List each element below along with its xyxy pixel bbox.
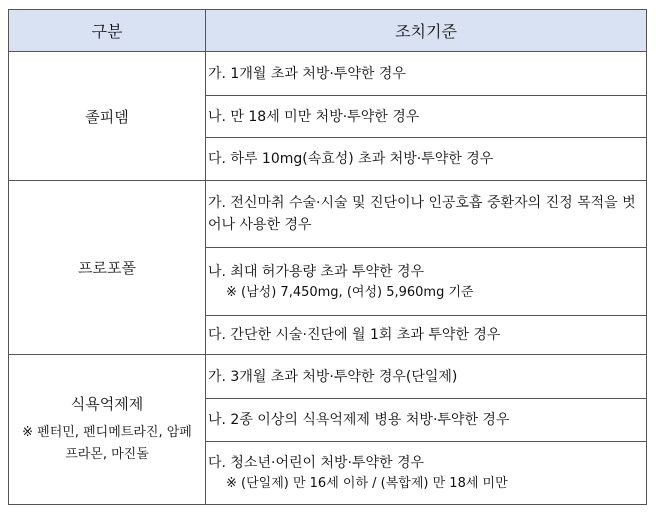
header-criteria: 조치기준 [206,10,647,52]
criteria-note: ※ (남성) 7,450mg, (여성) 5,960mg 기준 [226,284,474,300]
criteria-cell: 가. 1개월 초과 처방·투약한 경우 [206,52,647,96]
table-row [9,181,647,248]
category-propofol [9,181,206,355]
table-row [9,355,647,399]
criteria-text: 나. 최대 허가용량 초과 투약한 경우 [208,263,425,280]
header-row [9,10,647,52]
category-label: 졸피뎀 [85,107,129,126]
criteria-cell: 다. 하루 10mg(속효성) 초과 처방·투약한 경우 [206,138,647,181]
criteria-cell [206,248,647,316]
criteria-cell: 가. 3개월 초과 처방·투약한 경우(단일제) [206,355,647,399]
category-label: 식욕억제제 [70,395,144,413]
category-note: ※ 펜터민, 펜디메트라진, 암페프라몬, 마진돌 [22,425,192,462]
category-appetite-suppressant [9,355,206,505]
criteria-cell: 나. 2종 이상의 식욕억제제 병용 처방·투약한 경우 [206,399,647,442]
criteria-cell: 다. 간단한 시술·진단에 월 1회 초과 투약한 경우 [206,316,647,355]
category-label: 프로포폴 [78,259,136,277]
category-zolpidem [9,52,206,181]
criteria-note: ※ (단일제) 만 16세 이하 / (복합제) 만 18세 미만 [226,476,508,491]
criteria-table [8,9,647,505]
header-category: 구분 [9,10,206,52]
criteria-text: 다. 청소년·어린이 처방·투약한 경우 [208,455,425,471]
criteria-cell: 나. 만 18세 미만 처방·투약한 경우 [206,96,647,138]
table-row [9,52,647,96]
criteria-cell [206,442,647,505]
criteria-cell: 가. 전신마취 수술·시술 및 진단이나 인공호흡 중환자의 진정 목적을 벗어나 사용한 경우 [206,181,647,248]
